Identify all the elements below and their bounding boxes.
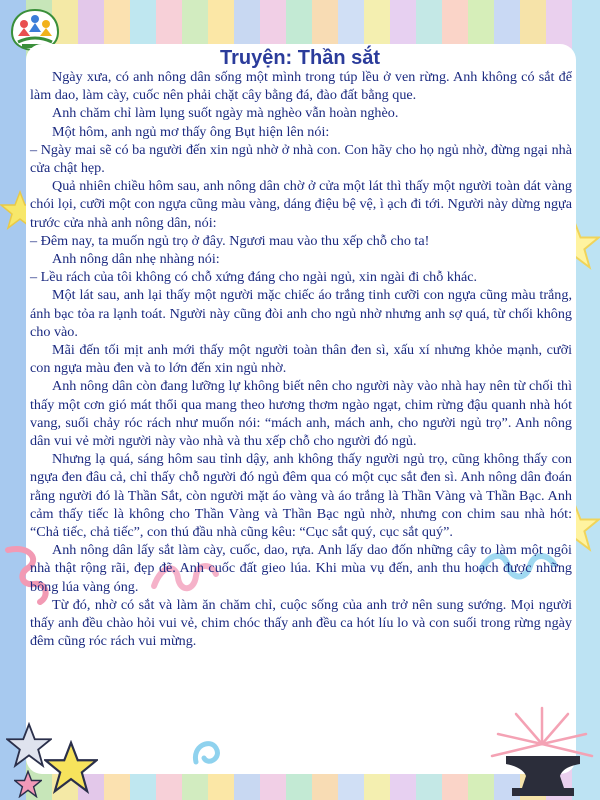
story-paragraph: Từ đó, nhờ có sắt và làm ăn chăm chỉ, cuộc sống của anh trở nên sung sướng. Mọi người thấy anh đều chào hỏi vui vẻ, chim chóc thấy anh đều ca hót líu lo và con suối trong rừng ngày đêm cũng róc rách vui mừng. [30,596,572,650]
story-title: Truyện: Thần sắt [219,47,381,69]
confetti-swirl-icon [188,732,228,772]
story-paragraph: Anh chăm chỉ làm lụng suốt ngày mà nghèo vẫn hoàn nghèo. [52,105,399,122]
story-body [30,68,572,651]
dialogue-line: – Lều rách của tôi không có chỗ xứng đáng cho ngài ngủ, xin ngài đi chỗ khác. [30,269,478,286]
story-paragraph: Nhưng lạ quá, sáng hôm sau tỉnh dậy, anh không thấy người ngủ trọ, cũng không thấy con ngựa đen đâu cả, chỉ thấy chỗ người đó ngủ đêm qua có một cục sắt đen sì. Anh nông dân đoán rằng người đó là Thần Sắt, còn người mặt áo vàng và áo trắng là Thần Vàng và Thần Bạc. Anh cảm thấy tiếc là không cho Thần Vàng và Thần Bạc ngủ nhờ, nhưng con chim sau nhà hót: “Chả tiếc, chả tiếc”, con thú đầu nhà cũng kêu: “Cục sắt quý, cục sắt quý”. [30,451,572,541]
star-icon [14,770,42,798]
anvil-icon [488,704,596,798]
star-icon [44,740,98,794]
dialogue-line: – Ngày mai sẽ có ba người đến xin ngủ nhờ ở nhà con. Con hãy cho họ ngủ nhờ, đừng ngại nhà cửa chật hẹp. [30,141,572,177]
story-paragraph: Quả nhiên chiều hôm sau, anh nông dân chờ ở cửa một lát thì thấy một người toàn dát vàng chói lọi, cưỡi một con ngựa cũng màu vàng, dáng điệu bệ vệ, ì ạch đi tới. Người này dừng ngựa trước cửa nhà anh nông dân, nói: [30,178,572,231]
story-paragraph: Anh nông dân còn đang lưỡng lự không biết nên cho người này vào nhà hay nên từ chối thì thấy một cơn gió mát thổi qua mang theo hương thơm ngào ngạt, chim rừng đậu quanh nhà hót vang, suối chảy róc rách như muốn nói: “mách anh, mách anh, cho người ngủ trọ”. Anh nông dân vui vẻ mời người này vào nhà và thu xếp chỗ cho người đó ngủ. [30,378,572,450]
story-paragraph: Anh nông dân lấy sắt làm cày, cuốc, dao, rựa. Anh lấy dao đốn những cây to làm một ngôi nhà thật rộng rãi, đẹp đẽ. Anh cuốc đất gieo lúa. Khi mùa vụ đến, anh thu hoạch được những bông lúa vàng óng. [30,542,572,595]
dialogue-line: – Đêm nay, ta muốn ngủ trọ ở đây. Ngươi mau vào thu xếp chỗ cho ta! [30,232,430,249]
story-paragraph: Một hôm, anh ngủ mơ thấy ông Bụt hiện lên nói: [52,123,330,140]
story-paragraph: Anh nông dân nhẹ nhàng nói: [52,251,220,268]
story-paragraph: Ngày xưa, có anh nông dân sống một mình trong túp lều ở ven rừng. Anh không có sắt để làm dao, làm cày, cuốc nên phải chặt cây bằng đá, đào đất bằng que. [30,69,572,104]
story-paragraph: Mãi đến tối mịt anh mới thấy một người toàn thân đen sì, xấu xí nhưng khỏe mạnh, cưỡi con ngựa màu đen và to lớn đến xin ngủ nhờ. [30,342,572,377]
story-paragraph: Một lát sau, anh lại thấy một người mặc chiếc áo trắng tinh cưỡi con ngựa cũng màu trắng, ánh bạc tỏa ra lạnh toát. Người này cũng đòi anh cho ngủ nhờ nhưng anh sợ quá, từ chối không cho vào. [30,287,572,340]
